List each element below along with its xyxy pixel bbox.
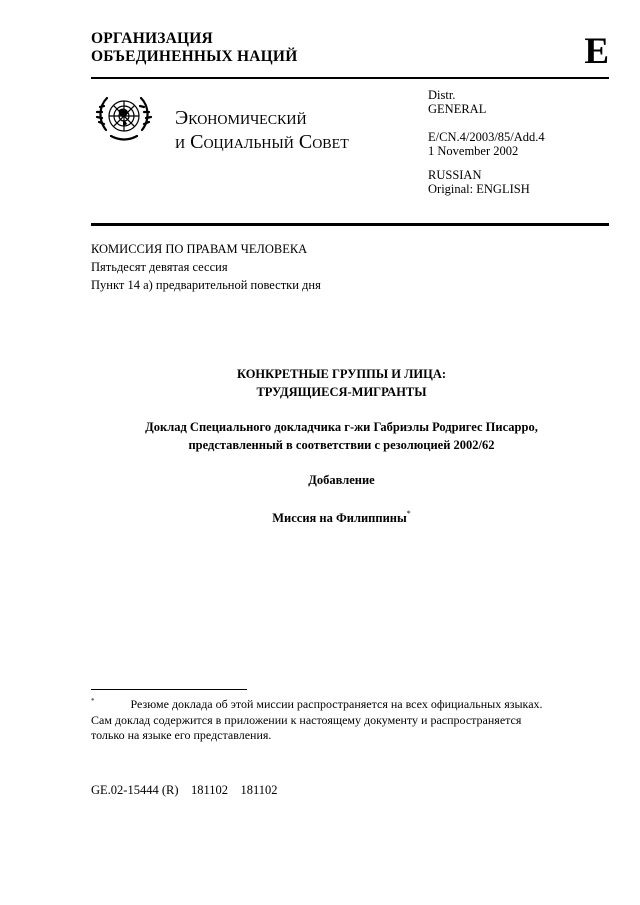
footnote-line-2: Сам доклад содержится в приложении к настоящему документу и распространяется (91, 712, 522, 727)
document-language: RUSSIAN (428, 168, 482, 182)
org-line-1: ОРГАНИЗАЦИЯ (91, 30, 213, 47)
organization-name (91, 30, 297, 66)
report-line-2: представленный в соответствии с резолюцией 2002/62 (188, 438, 495, 452)
document-symbol: E/CN.4/2003/85/Add.4 (428, 130, 545, 144)
council-name (175, 106, 349, 154)
commission-name: КОМИССИЯ ПО ПРАВАМ ЧЕЛОВЕКА (91, 242, 308, 256)
un-emblem-icon (93, 90, 155, 148)
document-number: GE.02-15444 (R) 181102 181102 (91, 783, 278, 797)
footnote-rule (91, 689, 247, 690)
distr-value: GENERAL (428, 102, 487, 116)
footnote (91, 694, 591, 744)
top-rule (91, 77, 609, 79)
footnote-marker: * (91, 697, 95, 705)
council-line-1: Экономический (175, 107, 307, 129)
distr-label: Distr. (428, 88, 456, 102)
session-name: Пятьдесят девятая сессия (91, 260, 228, 274)
header-rule (91, 223, 609, 226)
title-line-2: ТРУДЯЩИЕСЯ-МИГРАНТЫ (256, 385, 427, 399)
footnote-line-1 (91, 694, 591, 713)
council-line-2: и Социальный Совет (175, 131, 349, 153)
document-date: 1 November 2002 (428, 144, 519, 158)
title-line-1: КОНКРЕТНЫЕ ГРУППЫ И ЛИЦА: (236, 367, 447, 381)
title-block (91, 365, 592, 527)
footnote-reference: * (406, 509, 411, 518)
mission-heading (91, 506, 592, 527)
original-language: Original: ENGLISH (428, 182, 530, 196)
language-code: E (584, 31, 609, 72)
footnote-text-1: Резюме доклада об этой миссии распространяется на всех официальных языках. (130, 697, 543, 711)
mission-title: Миссия на Филиппины (272, 511, 407, 526)
report-line-1: Доклад Специального докладчика г-жи Габриэлы Родригес Писарро, (145, 420, 538, 434)
footnote-line-3: только на языке его представления. (91, 728, 272, 742)
agenda-item: Пункт 14 а) предварительной повестки дня (91, 278, 321, 292)
commission-block (91, 240, 321, 294)
org-line-2: ОБЪЕДИНЕННЫХ НАЦИЙ (91, 48, 298, 65)
addendum-heading: Добавление (308, 473, 375, 487)
distribution-block (428, 88, 545, 196)
